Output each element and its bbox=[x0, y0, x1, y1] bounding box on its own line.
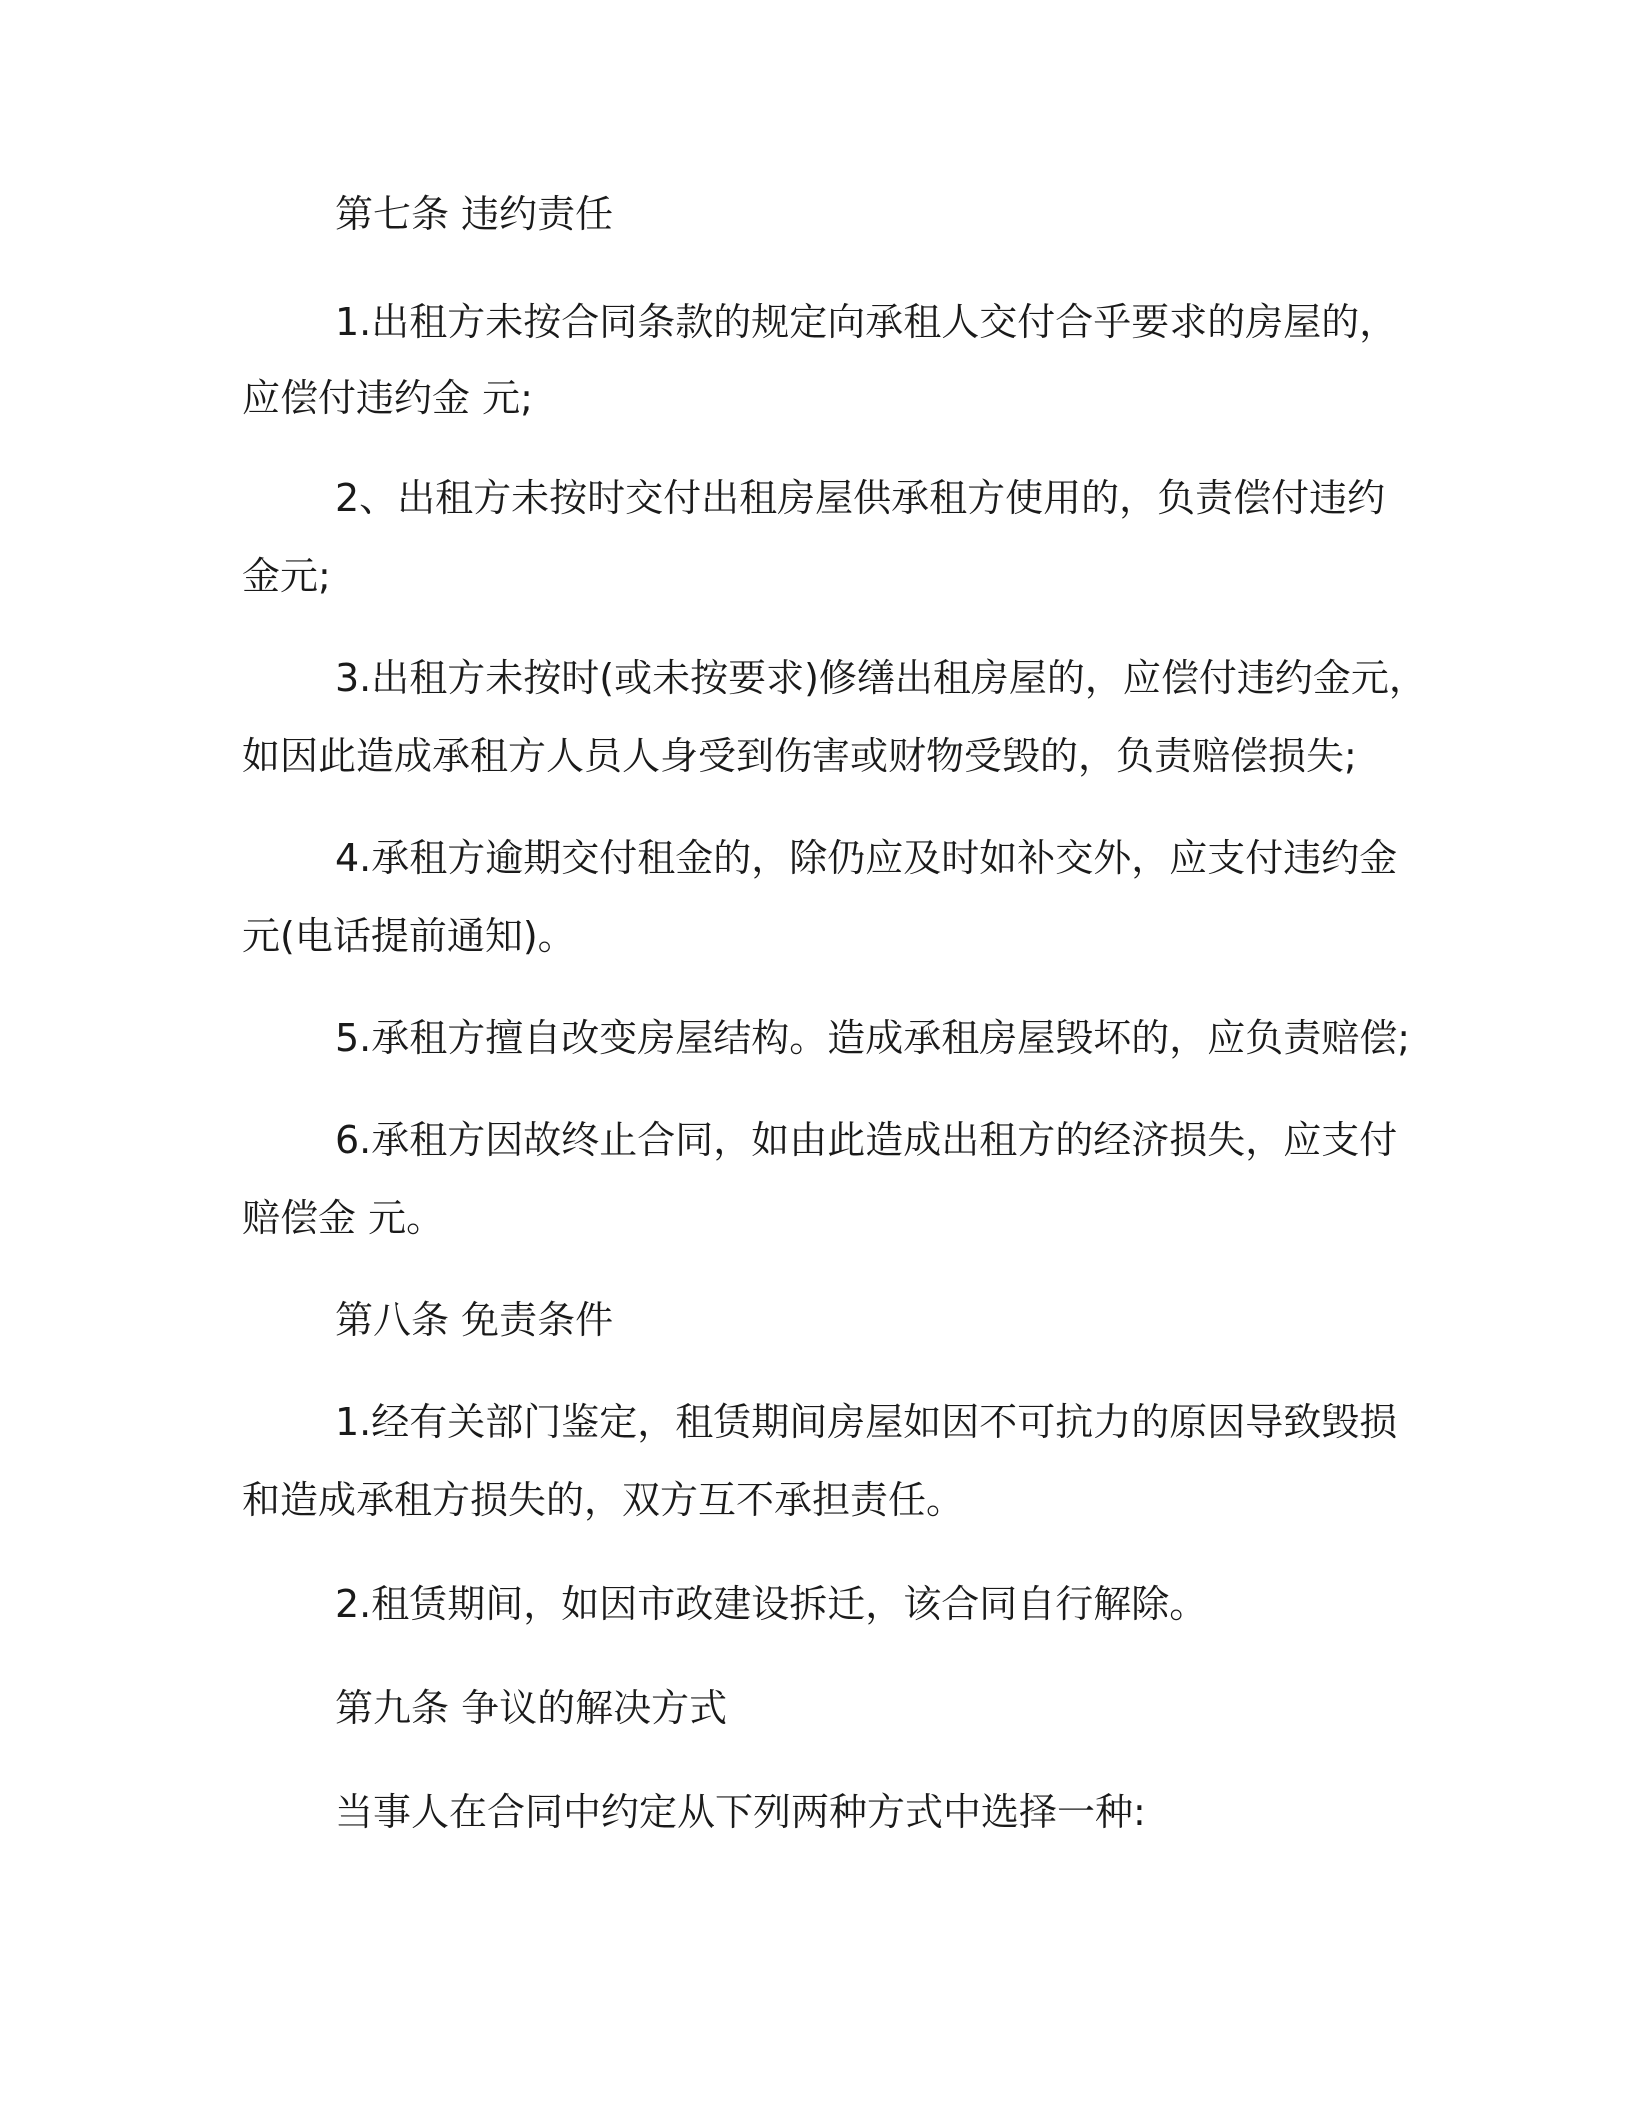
article8-item2-line1: 2.租赁期间，如因市政建设拆迁，该合同自行解除。 bbox=[335, 1582, 1208, 1626]
article9-heading: 第九条 争议的解决方式 bbox=[335, 1686, 728, 1730]
article7-item5-line1: 5.承租方擅自改变房屋结构。造成承租房屋毁坏的，应负责赔偿; bbox=[335, 1016, 1411, 1060]
article7-item3-line2: 如因此造成承租方人员人身受到伤害或财物受毁的，负责赔偿损失; bbox=[242, 734, 1357, 778]
article7-item1-line1: 1.出租方未按合同条款的规定向承租人交付合乎要求的房屋的， bbox=[335, 300, 1398, 344]
article7-item1-line2: 应偿付违约金 元; bbox=[242, 376, 533, 420]
article7-heading: 第七条 违约责任 bbox=[335, 192, 614, 236]
article9-intro: 当事人在合同中约定从下列两种方式中选择一种: bbox=[335, 1790, 1146, 1834]
article7-item4-line2: 元(电话提前通知)。 bbox=[242, 914, 576, 958]
article8-item1-line1: 1.经有关部门鉴定，租赁期间房屋如因不可抗力的原因导致毁损 bbox=[335, 1400, 1398, 1444]
article8-heading: 第八条 免责条件 bbox=[335, 1298, 614, 1342]
article8-item1-line2: 和造成承租方损失的，双方互不承担责任。 bbox=[242, 1478, 965, 1522]
article7-item6-line2: 赔偿金 元。 bbox=[242, 1196, 445, 1240]
article7-item2-line1: 2、出租方未按时交付出租房屋供承租方使用的，负责偿付违约 bbox=[335, 476, 1386, 520]
article7-item4-line1: 4.承租方逾期交付租金的，除仍应及时如补交外，应支付违约金 bbox=[335, 836, 1398, 880]
article7-item2-line2: 金元; bbox=[242, 554, 331, 598]
article7-item3-line1: 3.出租方未按时(或未按要求)修缮出租房屋的，应偿付违约金元， bbox=[335, 656, 1427, 700]
article7-item6-line1: 6.承租方因故终止合同，如由此造成出租方的经济损失，应支付 bbox=[335, 1118, 1398, 1162]
